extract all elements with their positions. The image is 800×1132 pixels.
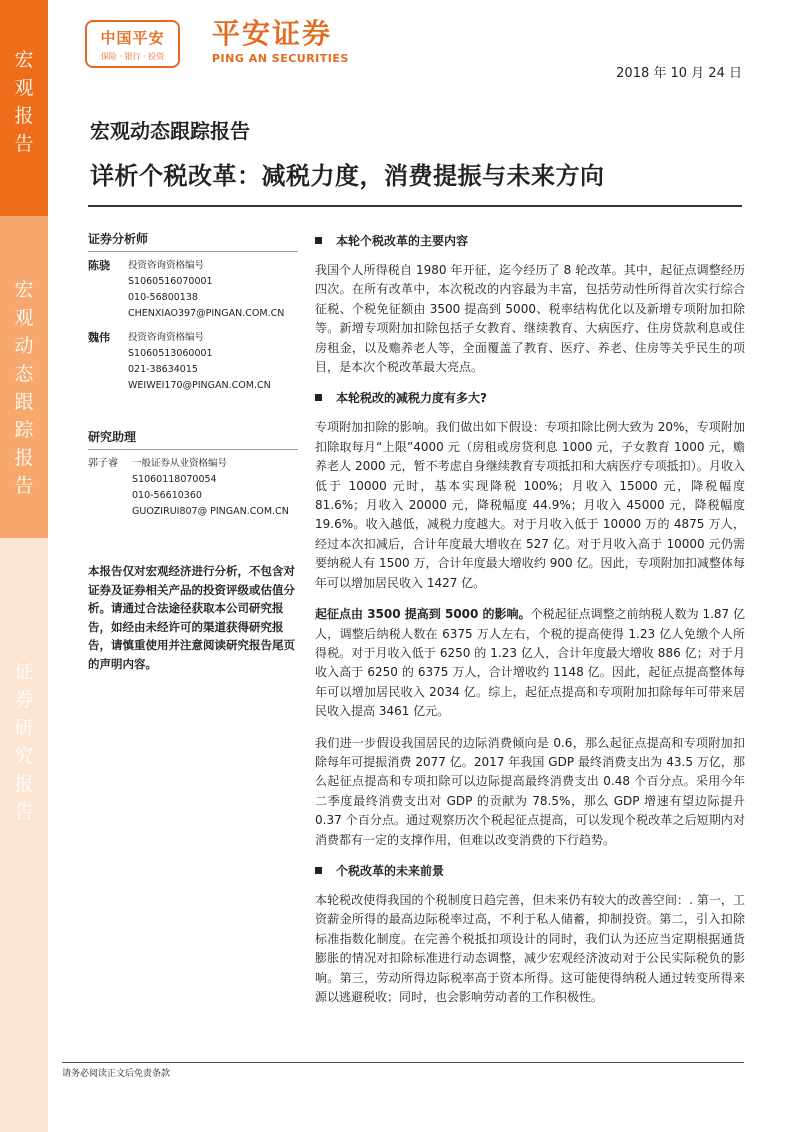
assistant-email: GUOZIRUI807@ PINGAN.COM.CN — [132, 506, 289, 517]
page-title: 详析个税改革：减税力度，消费提振与未来方向 — [90, 162, 605, 190]
band-char: 告 — [14, 801, 34, 823]
bullet-square-icon — [315, 237, 322, 244]
paragraph-lead: 专项附加扣除的影响。 — [315, 420, 437, 435]
band-char: 报 — [14, 105, 34, 127]
paragraph-body: 个税起征点调整之前纳税人数为 1.87 亿人，调整后纳税人数在 6375 万人左右，个税的提高使得 1.23 亿人免缴个人所得税。对于月收入低于 6250 的 1.23 亿人，合计年度最大增收 886 亿；对于月收入高于 6250 的 6375 万人，合计增收约 1148 亿。因此，起征点提高整体每年可以增加居民收入 2034 亿。综上，起征点提高和专项附加扣除每年可带来居民收入提高 3461 亿元。 — [315, 607, 745, 719]
analyst-cert-label: 投资咨询资格编号 — [128, 260, 205, 271]
sidebar-band-macro-tracking — [0, 216, 48, 538]
band-char: 态 — [14, 363, 34, 385]
analysts-heading: 证券分析师 — [88, 230, 298, 252]
analyst-card — [88, 330, 298, 394]
analyst-name: 魏伟 — [88, 331, 110, 344]
band-char: 究 — [14, 745, 34, 767]
paragraph — [315, 418, 745, 593]
analyst-name: 陈骁 — [88, 259, 110, 272]
assistant-cert-number: S1060118070054 — [132, 474, 217, 485]
assistant-phone: 010-56610360 — [132, 490, 202, 501]
report-date: 2018 年 10 月 24 日 — [616, 66, 742, 81]
analyst-email: CHENXIAO397@PINGAN.COM.CN — [128, 308, 285, 319]
section-heading-text: 本轮税改的减税力度有多大? — [336, 391, 487, 406]
paragraph-body: 我们做出如下假设：专项扣除比例大致为 20%，专项附加扣除取每月“上限”4000 元（房租或房贷利息 1000 元，子女教育 1000 元，赡养老人 2000 元，暂不考虑自身继续教育专项抵扣和大病医疗专项抵扣）。月收入低于 10000 元时，基本实现降税 100%；月收入 15000 元，降税幅度 81.6%；月收入 20000 元，降税幅度 44.9%；月收入 45000 元，降税幅度 19.6%。收入越低，减税力度越大。对于月收入低于 10000 万的 4875 万人，经过本次扣减后，合计年度最大增收在 527 亿。对于月收入高于 10000 元仍需要纳税人有 1500 万，合计年度最大增收约 900 亿。因此，专项附加扣减整体每年可以增加居民收入 1427 亿。 — [315, 420, 745, 590]
band-char: 研 — [14, 717, 34, 739]
sidebar-band-macro-report — [0, 0, 48, 216]
assistant-name: 郭子睿 — [88, 458, 118, 469]
securities-logo-en: PING AN SECURITIES — [212, 52, 349, 65]
band-char: 宏 — [14, 49, 34, 71]
sidebar-band-securities-research — [0, 538, 48, 1132]
band-char: 观 — [14, 77, 34, 99]
report-type: 宏观动态跟踪报告 — [90, 119, 250, 143]
bullet-square-icon — [315, 867, 322, 874]
band-char: 宏 — [14, 279, 34, 301]
band-char: 踪 — [14, 419, 34, 441]
disclaimer: 本报告仅对宏观经济进行分析，不包含对证券及证券相关产品的投资评级或估值分析。请通过合法途径获取本公司研究报告，如经由未经许可的渠道获得研究报告，请慎重使用并注意阅读研究报告尾页的声明内容。 — [88, 564, 295, 671]
band-char: 跟 — [14, 391, 34, 413]
analyst-cert-label: 投资咨询资格编号 — [128, 332, 205, 343]
band-char: 券 — [14, 689, 34, 711]
assistant-cert-label: 一般证券从业资格编号 — [132, 458, 228, 469]
section-heading-text: 本轮个税改革的主要内容 — [336, 234, 469, 248]
section-heading-text: 个税改革的未来前景 — [336, 863, 445, 878]
analyst-cert-number: S1060516070001 — [128, 276, 213, 287]
band-char: 告 — [14, 475, 34, 497]
analyst-phone: 010-56800138 — [128, 292, 198, 303]
footer-note: 请务必阅读正文后免责条款 — [62, 1069, 171, 1079]
band-char: 观 — [14, 307, 34, 329]
section-heading — [315, 862, 745, 879]
band-char: 报 — [14, 773, 34, 795]
analyst-phone: 021-38634015 — [128, 364, 198, 375]
paragraph — [315, 605, 745, 721]
section-heading — [315, 389, 745, 406]
ping-an-group-logo — [85, 20, 180, 68]
assistant-card — [88, 456, 298, 520]
analyst-email: WEIWEI170@PINGAN.COM.CN — [128, 380, 271, 391]
assistant-heading: 研究助理 — [88, 428, 298, 450]
paragraph: 本轮税改使得我国的个税制度日趋完善，但未来仍有较大的改善空间：. 第一，工资薪金所得的最高边际税率过高，不利于私人储蓄，抑制投资。第二，引入扣除标准指数化制度。在完善个税抵扣项设计的同时，我们认为还应当定期根据通货膨胀的情况对扣除标准进行动态调整，减少宏观经济波动对于公民实际税负的影响。第三，劳动所得边际税率高于资本所得。这可能使得纳税人通过转变所得来源以逃避税收；同时，也会影响劳动者的工作积极性。 — [315, 892, 745, 1004]
section-heading — [315, 232, 745, 249]
assistant-block — [88, 428, 298, 528]
bullet-square-icon — [315, 394, 322, 401]
group-logo-text: 中国平安 — [100, 28, 165, 47]
paragraph: 我国个人所得税自 1980 年开征，迄今经历了 8 轮改革。其中，起征点调整经历四次。在所有改革中，本次税改的内容最为丰富，包括劳动性所得首次实行综合征税、个税免征额由 3500 提高到 5000、税率结构优化以及新增专项附加扣除等。新增专项附加扣除包括子女教育、继续教育、大病医疗、住房贷款利息或住房租金，以及赡养老人等，全面覆盖了教育、医疗、养老、住房等关乎民生的项目，是本次个税改革最大亮点。 — [315, 263, 745, 375]
band-char: 告 — [14, 133, 34, 155]
main-content — [315, 232, 745, 1019]
paragraph: 我们进一步假设我国居民的边际消费倾向是 0.6，那么起征点提高和专项附加扣除每年可提振消费 2077 亿。2017 年我国 GDP 最终消费支出为 43.5 万亿，那么起征点提高和专项扣除可以边际提高最终消费支出 0.48 个百分点。采用今年二季度最终消费支出对 GDP 的贡献为 78.5%，那么 GDP 增速有望边际提升 0.37 个百分点。通过观察历次个税起征点提高，可以发现个税改革之后短期内对消费都有一定的支撑作用，但难以改变消费的下行趋势。 — [315, 735, 745, 847]
securities-logo-cn: 平安证券 — [212, 17, 333, 50]
analyst-cert-number: S1060513060001 — [128, 348, 213, 359]
title-divider — [88, 205, 742, 207]
paragraph-lead: 起征点由 3500 提高到 5000 的影响。 — [315, 607, 531, 622]
footer-divider — [62, 1062, 744, 1063]
band-char: 证 — [14, 661, 34, 683]
group-logo-subtext: 保险 · 银行 · 投资 — [100, 51, 165, 61]
analysts-block — [88, 230, 298, 402]
ping-an-securities-logo — [212, 16, 349, 65]
analyst-card — [88, 258, 298, 322]
band-char: 动 — [14, 335, 34, 357]
band-char: 报 — [14, 447, 34, 469]
